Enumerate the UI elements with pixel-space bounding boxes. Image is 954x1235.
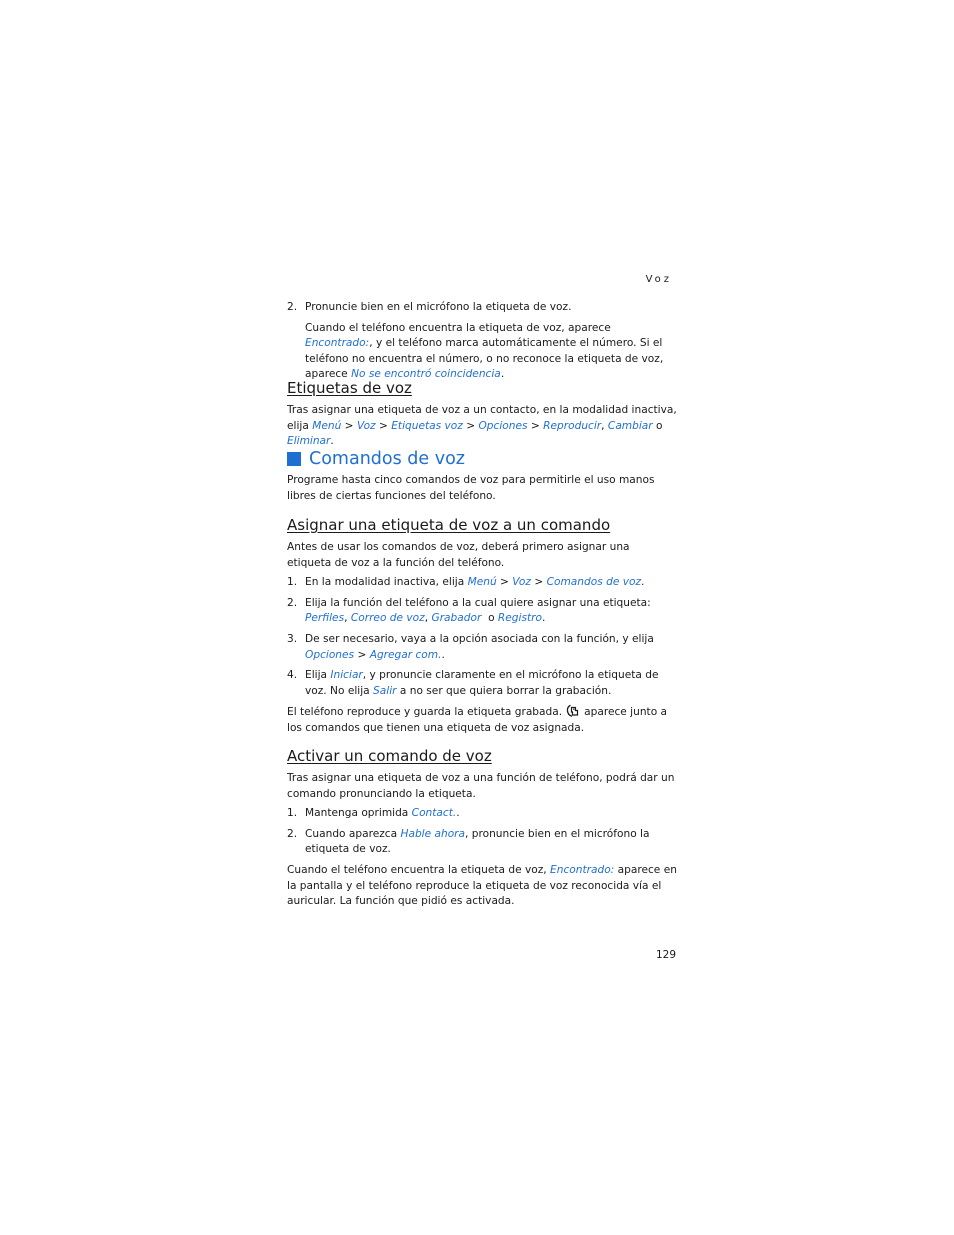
eliminar-link: Eliminar bbox=[287, 435, 331, 448]
text-run: . bbox=[330, 435, 334, 448]
comandos-section bbox=[287, 448, 677, 504]
list-item bbox=[287, 632, 677, 663]
found-link: Encontrado: bbox=[305, 337, 370, 350]
asignar-heading: Asignar una etiqueta de voz a un comando bbox=[287, 516, 611, 534]
page-number: 129 bbox=[655, 949, 676, 961]
text-run: En la modalidad inactiva, elija bbox=[305, 576, 468, 589]
separator: > bbox=[530, 576, 547, 589]
text-run: . bbox=[456, 807, 460, 820]
separator: , bbox=[344, 612, 351, 625]
list-item bbox=[287, 827, 677, 858]
no-match-link: No se encontró coincidencia bbox=[351, 368, 501, 381]
text-run: , y pronuncie claramente en el micrófono la etiqueta de voz. No elija bbox=[305, 669, 659, 697]
separator: > bbox=[375, 419, 392, 432]
item-number: 4. bbox=[287, 669, 298, 682]
text-run: aparece en la pantalla y el teléfono reproduce la etiqueta de voz reconocida vía el auricular. La función que pidió es activada. bbox=[287, 863, 677, 908]
text-run: , y el teléfono marca automáticamente el número. Si el teléfono no encuentra el número, o no reconoce la etiqueta de voz, aparece bbox=[305, 337, 664, 381]
list-item bbox=[287, 668, 677, 699]
voice-tag-icon bbox=[566, 704, 580, 718]
item-number: 2. bbox=[287, 596, 298, 609]
separator: > bbox=[341, 419, 357, 432]
running-head: Voz bbox=[645, 274, 672, 285]
text-run: a no ser que quiera borrar la grabación. bbox=[396, 684, 612, 697]
found-link: Encontrado: bbox=[550, 863, 615, 876]
separator: , bbox=[424, 612, 432, 625]
text-run: . bbox=[441, 648, 445, 661]
activar-intro: Tras asignar una etiqueta de voz a una función de teléfono, podrá dar un comando pronunciando la etiqueta. bbox=[287, 772, 675, 800]
correo-de-voz-link: Correo de voz bbox=[350, 612, 425, 625]
reproducir-link: Reproducir bbox=[543, 419, 602, 432]
text-run: o bbox=[652, 419, 663, 432]
menu-link: Menú bbox=[312, 419, 342, 432]
text-run: . bbox=[541, 612, 546, 625]
voz-link: Voz bbox=[512, 576, 531, 589]
activar-section bbox=[287, 746, 677, 910]
list-item bbox=[287, 806, 677, 822]
opciones-link: Opciones bbox=[478, 419, 528, 432]
text-run: Elija la función del teléfono a la cual quiere asignar una etiqueta: bbox=[305, 596, 651, 609]
text-run: Cuando aparezca bbox=[305, 827, 401, 840]
item-number: 2. bbox=[287, 301, 298, 313]
etiquetas-section bbox=[287, 378, 677, 450]
menu-link: Menú bbox=[467, 576, 497, 589]
contact-link: Contact. bbox=[411, 807, 457, 820]
intro-detail bbox=[287, 321, 677, 383]
comandos-heading-text: Comandos de voz bbox=[309, 449, 465, 469]
item-number: 1. bbox=[287, 576, 298, 589]
text-run: Cuando el teléfono encuentra la etiqueta de voz, aparece bbox=[305, 321, 611, 334]
cambiar-link: Cambiar bbox=[607, 419, 653, 432]
perfiles-link: Perfiles bbox=[305, 612, 345, 625]
opciones-link: Opciones bbox=[305, 648, 355, 661]
salir-link: Salir bbox=[373, 684, 397, 697]
text-run: Elija bbox=[305, 669, 331, 682]
square-marker-icon bbox=[287, 452, 301, 466]
registro-link: Registro bbox=[497, 612, 542, 625]
activar-heading: Activar un comando de voz bbox=[287, 747, 492, 765]
text-run: aparece junto a los comandos que tienen una etiqueta de voz asignada. bbox=[287, 706, 668, 734]
text-run: . bbox=[500, 368, 505, 381]
hable-ahora-link: Hable ahora bbox=[400, 827, 466, 840]
separator: > bbox=[496, 576, 513, 589]
separator: > bbox=[462, 419, 479, 432]
iniciar-link: Iniciar bbox=[330, 669, 363, 682]
text-run: Mantenga oprimida bbox=[305, 807, 412, 820]
separator: > bbox=[354, 648, 370, 661]
etiquetas-voz-link: Etiquetas voz bbox=[391, 419, 463, 432]
agregar-com-link: Agregar com. bbox=[369, 648, 442, 661]
grabador-link: Grabador bbox=[431, 612, 482, 625]
comandos-heading bbox=[287, 448, 677, 470]
etiquetas-heading: Etiquetas de voz bbox=[287, 379, 412, 397]
item-number: 1. bbox=[287, 807, 298, 820]
etiquetas-text bbox=[287, 403, 677, 450]
text-run: , pronuncie bien en el micrófono la etiqueta de voz. bbox=[305, 827, 650, 856]
comandos-text: Programe hasta cinco comandos de voz para permitirle el uso manos libres de ciertas funciones del teléfono. bbox=[287, 474, 655, 502]
list-item bbox=[287, 596, 677, 627]
text-run: . bbox=[641, 576, 645, 589]
text-run: De ser necesario, vaya a la opción asociada con la función, y elija bbox=[305, 632, 654, 645]
text-run: Cuando el teléfono encuentra la etiqueta de voz, bbox=[287, 863, 551, 876]
intro-step bbox=[287, 300, 677, 383]
asignar-intro: Antes de usar los comandos de voz, deberá primero asignar una etiqueta de voz a la función del teléfono. bbox=[287, 541, 630, 569]
item-number: 3. bbox=[287, 632, 298, 645]
comandos-de-voz-link: Comandos de voz bbox=[546, 576, 642, 589]
separator: , bbox=[601, 419, 608, 432]
voz-link: Voz bbox=[356, 419, 376, 432]
text-run: Tras asignar una etiqueta de voz a un contacto, en la modalidad inactiva, elija bbox=[287, 404, 677, 432]
list-item bbox=[287, 300, 677, 316]
asignar-section bbox=[287, 515, 677, 737]
separator: > bbox=[527, 419, 544, 432]
list-item bbox=[287, 575, 677, 591]
item-number: 2. bbox=[287, 827, 298, 840]
asignar-outro bbox=[287, 704, 677, 736]
text-run: El teléfono reproduce y guarda la etiqueta grabada. bbox=[287, 706, 563, 719]
text-run: o bbox=[481, 612, 498, 625]
activar-outro bbox=[287, 863, 677, 910]
item-text: Pronuncie bien en el micrófono la etiqueta de voz. bbox=[305, 301, 572, 313]
